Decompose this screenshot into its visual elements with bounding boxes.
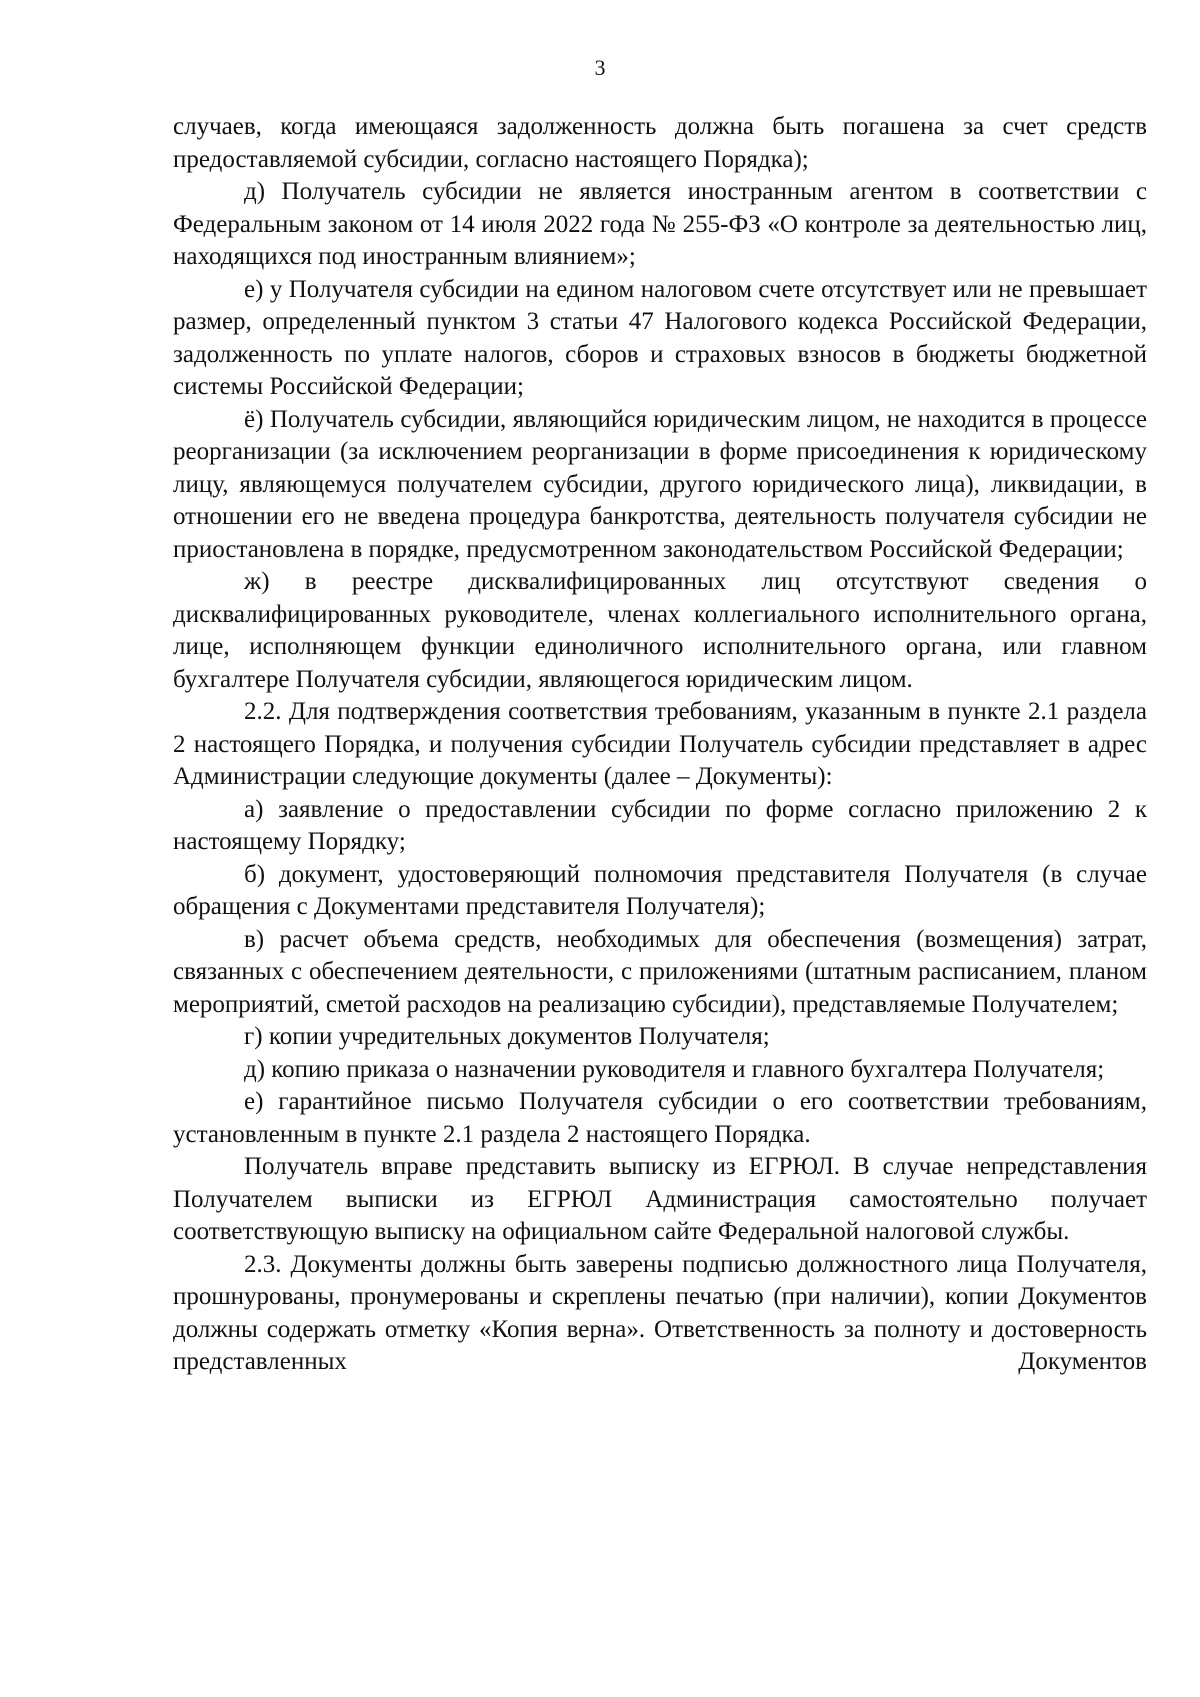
paragraph-item-b-authority-document: б) документ, удостоверяющий полномочия представителя Получателя (в случае обращения с Документами представителя Получателя); (173, 860, 1147, 920)
paragraph-item-d-foreign-agent: д) Получатель субсидии не является иностранным агентом в соответствии с Федеральным законом от 14 июля 2022 года № 255-ФЗ «О контроле за деятельностью лиц, находящихся под иностранным влиянием»; (173, 178, 1147, 270)
document-body (173, 111, 1147, 1379)
paragraph-item-d-appointment-order: д) копию приказа о назначении руководителя и главного бухгалтера Получателя; (244, 1055, 1105, 1083)
paragraph-egrul-extract: Получатель вправе представить выписку из ЕГРЮЛ. В случае непредставления Получателем выписки из ЕГРЮЛ Администрация самостоятельно получает соответствующую выписку на официальном сайте Федеральной налоговой службы. (173, 1153, 1147, 1245)
paragraph-continuation: случаев, когда имеющаяся задолженность должна быть погашена за счет средств предоставляемой субсидии, согласно настоящего Порядка); (173, 113, 1147, 173)
paragraph-item-e-tax-debt: е) у Получателя субсидии на едином налоговом счете отсутствует или не превышает размер, определенный пунктом 3 статьи 47 Налогового кодекса Российской Федерации, задолженность по уплате налогов, сборов и страховых взносов в бюджеты бюджетной системы Российской Федерации; (173, 275, 1147, 400)
paragraph-item-zh-disqualified-registry: ж) в реестре дисквалифицированных лиц отсутствуют сведения о дисквалифицированных руководителе, членах коллегиального исполнительного органа, лице, исполняющем функции единоличного исполнительного органа, или главном бухгалтере Получателя субсидии, являющегося юридическим лицом. (173, 568, 1147, 693)
page-number: 3 (594, 55, 606, 80)
paragraph-item-g-founding-documents: г) копии учредительных документов Получателя; (244, 1023, 770, 1050)
paragraph-item-yo-reorganization: ё) Получатель субсидии, являющийся юридическим лицом, не находится в процессе реорганизации (за исключением реорганизации в форме присоединения к юридическому лицу, являющемуся получателем субсидии, другого юридического лица), ликвидации, в отношении его не введена процедура банкротства, деятельность получателя субсидии не приостановлена в порядке, предусмотренном законодательством Российской Федерации; (173, 405, 1147, 563)
paragraph-section-2-2: 2.2. Для подтверждения соответствия требованиям, указанным в пункте 2.1 раздела 2 настоящего Порядка, и получения субсидии Получатель субсидии представляет в адрес Администрации следующие документы (далее – Документы): (173, 698, 1147, 790)
paragraph-item-a-application: а) заявление о предоставлении субсидии по форме согласно приложению 2 к настоящему Порядку; (173, 795, 1147, 855)
paragraph-item-v-cost-calculation: в) расчет объема средств, необходимых для обеспечения (возмещения) затрат, связанных с обеспечением деятельности, с приложениями (штатным расписанием, планом мероприятий, сметой расходов на реализацию субсидии), представляемые Получателем; (173, 925, 1147, 1018)
paragraph-item-e-guarantee-letter: е) гарантийное письмо Получателя субсидии о его соответствии требованиям, установленным в пункте 2.1 раздела 2 настоящего Порядка. (173, 1088, 1147, 1148)
paragraph-section-2-3: 2.3. Документы должны быть заверены подписью должностного лица Получателя, прошнурованы, пронумерованы и скреплены печатью (при наличии), копии Документов должны содержать отметку «Копия верна». Ответственность за полноту и достоверность представленных Документов (173, 1250, 1147, 1375)
